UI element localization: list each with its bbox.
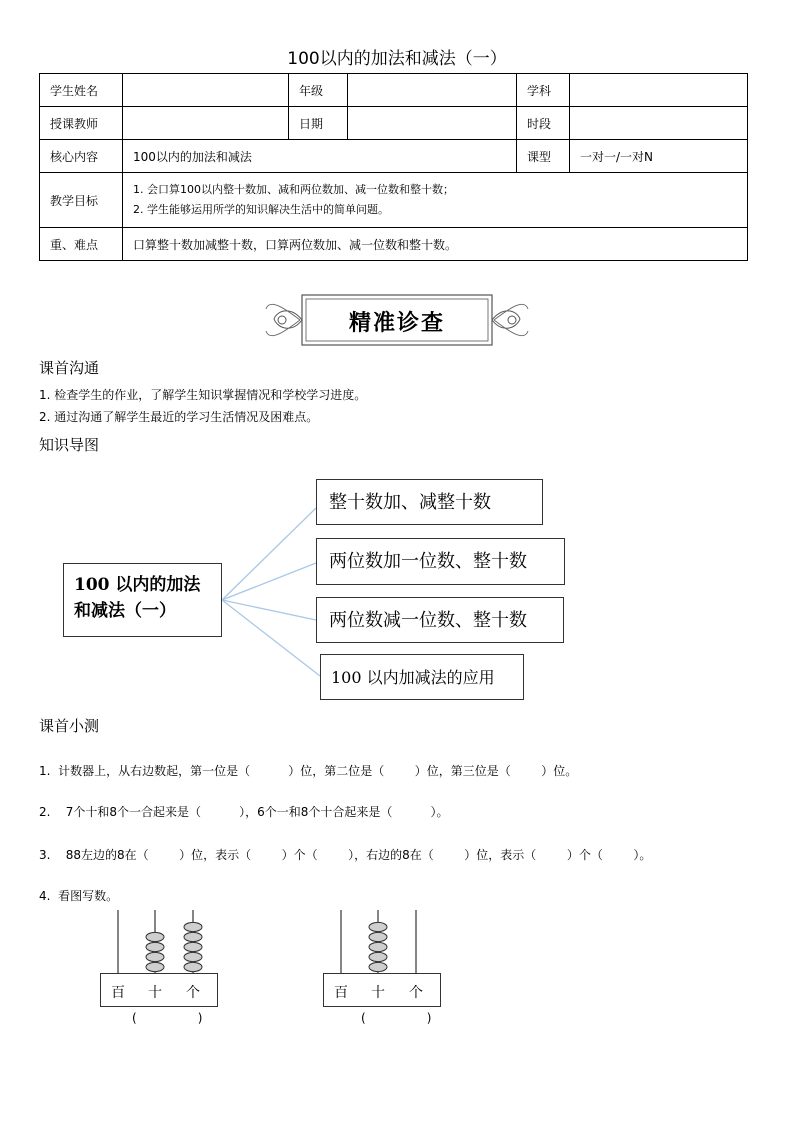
abacus-1-ones-bead xyxy=(184,952,202,961)
abacus-2-answer[interactable]: ( ) xyxy=(361,1011,432,1025)
abacus-2-tens-beads xyxy=(369,922,387,971)
communication-line-1: 1. 检查学生的作业，了解学生知识掌握情况和学校学习进度。 xyxy=(39,388,367,402)
question-4: 4. 看图写数。 xyxy=(39,889,119,903)
label-lesson-type: 课型 xyxy=(517,140,570,173)
abacus-1-tens-bead xyxy=(146,932,164,941)
abacus-1-hundreds-label: 百 xyxy=(111,985,125,1001)
abacus-2-hundreds-label: 百 xyxy=(334,985,348,1001)
lesson-type-value: 一对一/一对N xyxy=(570,140,748,173)
abacus-1-frame xyxy=(100,973,218,1007)
abacus-2-tens-bead xyxy=(369,932,387,941)
mindmap-root-line1: 100 以内的加法 xyxy=(74,575,201,595)
abacus-2-tens-bead xyxy=(369,952,387,961)
page-title: 100以内的加法和减法（一） xyxy=(287,49,507,69)
question-1: 1. 计数器上，从右边数起，第一位是（ ）位，第二位是（ ）位，第三位是（ ）位。 xyxy=(39,764,578,778)
abacus-2 xyxy=(323,900,443,1030)
question-3: 3. 88左边的8在（ ）位，表示（ ）个（ ），右边的8在（ ）位，表示（ ）个（ ）。 xyxy=(39,848,652,862)
abacus-1-ones-beads xyxy=(184,922,202,971)
label-subject: 学科 xyxy=(517,74,570,107)
abacus-1-tens-beads xyxy=(146,932,164,971)
heading-pre-class-quiz: 课首小测 xyxy=(39,717,100,735)
label-period: 时段 xyxy=(517,107,570,140)
mindmap-branch-3: 两位数减一位数、整十数 xyxy=(316,597,564,643)
heading-knowledge-map: 知识导图 xyxy=(39,436,100,454)
abacus-1-ones-bead xyxy=(184,922,202,931)
abacus-2-tens-label: 十 xyxy=(371,985,385,1001)
label-teacher: 授课教师 xyxy=(40,107,123,140)
mindmap-branch-4: 100 以内加减法的应用 xyxy=(320,654,524,700)
abacus-1-tens-bead xyxy=(146,962,164,971)
question-2: 2. 7个十和8个一合起来是（ ），6个一和8个十合起来是（ ）。 xyxy=(39,805,449,819)
label-student-name: 学生姓名 xyxy=(40,74,123,107)
abacus-1-tens-label: 十 xyxy=(148,985,162,1001)
abacus-1-tens-bead xyxy=(146,942,164,951)
key-points-value: 口算整十数加减整十数，口算两位数加、减一位数和整十数。 xyxy=(123,228,748,261)
abacus-2-tens-bead xyxy=(369,962,387,971)
abacus-2-tens-bead xyxy=(369,922,387,931)
label-grade: 年级 xyxy=(289,74,348,107)
label-teaching-goals: 教学目标 xyxy=(40,173,123,228)
label-core-content: 核心内容 xyxy=(40,140,123,173)
mindmap-branch-1: 整十数加、减整十数 xyxy=(316,479,543,525)
abacus-1-ones-bead xyxy=(184,942,202,951)
abacus-1-rods-icon xyxy=(100,900,220,975)
core-content-value: 100以内的加法和减法 xyxy=(123,140,517,173)
abacus-2-tens-bead xyxy=(369,942,387,951)
heading-pre-class-communication: 课首沟通 xyxy=(39,359,100,377)
mindmap-root xyxy=(63,563,222,637)
communication-line-2: 2. 通过沟通了解学生最近的学习生活情况及困难点。 xyxy=(39,410,319,424)
abacus-1-tens-bead xyxy=(146,952,164,961)
badge-text: 精准诊查 xyxy=(348,310,445,336)
goal-2: 2. 学生能够运用所学的知识解决生活中的简单问题。 xyxy=(133,203,389,216)
label-date: 日期 xyxy=(289,107,348,140)
abacus-1-ones-bead xyxy=(184,962,202,971)
abacus-2-frame xyxy=(323,973,441,1007)
label-key-points: 重、难点 xyxy=(40,228,123,261)
abacus-1 xyxy=(100,900,220,1030)
goal-1: 1. 会口算100以内整十数加、减和两位数加、减一位数和整十数； xyxy=(133,183,454,196)
abacus-2-ones-label: 个 xyxy=(409,985,423,1001)
abacus-1-ones-label: 个 xyxy=(186,985,200,1001)
abacus-1-answer[interactable]: ( ) xyxy=(132,1011,203,1025)
abacus-2-rods-icon xyxy=(323,900,443,975)
abacus-1-ones-bead xyxy=(184,932,202,941)
mindmap-root-line2: 和减法（一） xyxy=(74,601,176,621)
mindmap-branch-2: 两位数加一位数、整十数 xyxy=(316,538,565,585)
